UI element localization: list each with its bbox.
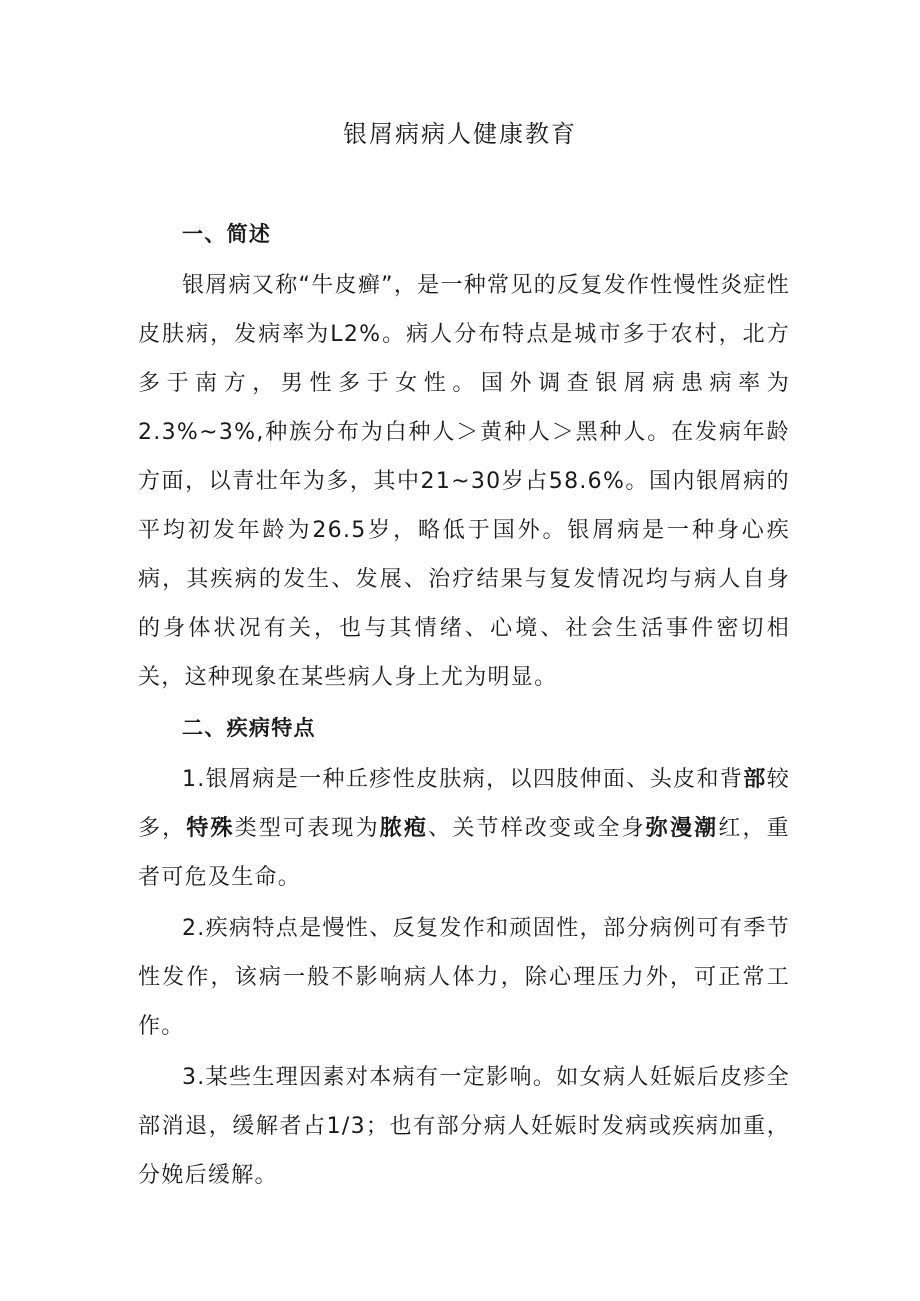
feature-item-1-text-d: 、关节样改变或全身 bbox=[428, 816, 646, 841]
document-title: 银屑病病人健康教育 bbox=[343, 120, 577, 148]
feature-item-1-bold-b: 特殊 bbox=[186, 816, 235, 841]
feature-item-1-bold-d: 弥漫潮 bbox=[645, 816, 719, 841]
feature-item-1-text-b: 较多， bbox=[138, 767, 790, 841]
feature-item-1-text-e: 红，重者可危及生命。 bbox=[138, 816, 790, 890]
feature-item-1-bold-a: 部 bbox=[743, 767, 767, 792]
feature-item-1-bold-c: 脓疱 bbox=[379, 816, 429, 841]
feature-item-2: 2.疾病特点是慢性、反复发作和顽固性，部分病例可有季节性发作，该病一般不影响病人体力，除心理压力外，可正常工作。 bbox=[138, 916, 790, 1039]
feature-item-3: 3.某些生理因素对本病有一定影响。如女病人妊娠后皮疹全部消退，缓解者占1/3；也有部分病人妊娠时发病或疾病加重，分娩后缓解。 bbox=[138, 1065, 790, 1188]
section-heading-overview: 一、简述 bbox=[182, 222, 272, 246]
section-heading-features: 二、疾病特点 bbox=[182, 716, 316, 740]
overview-paragraph: 银屑病又称“牛皮癣”，是一种常见的反复发作性慢性炎症性皮肤病，发病率为L2%。病人分布特点是城市多于农村，北方多于南方，男性多于女性。国外调查银屑病患病率为2.3%~3%,种族分布为白种人＞黄种人＞黑种人。在发病年龄方面，以青壮年为多，其中21~30岁占58.6%。国内银屑病的平均初发年龄为26.5岁，略低于国外。银屑病是一种身心疾病，其疾病的发生、发展、治疗结果与复发情况均与病人自身的身体状况有关，也与其情绪、心境、社会生活事件密切相关，这种现象在某些病人身上尤为明显。 bbox=[138, 273, 790, 690]
feature-item-1 bbox=[138, 755, 790, 902]
document-body bbox=[138, 210, 790, 1200]
feature-item-1-text-a: 1.银屑病是一种丘疹性皮肤病，以四肢伸面、头皮和背 bbox=[182, 767, 744, 792]
feature-item-1-text-c: 类型可表现为 bbox=[234, 816, 380, 841]
